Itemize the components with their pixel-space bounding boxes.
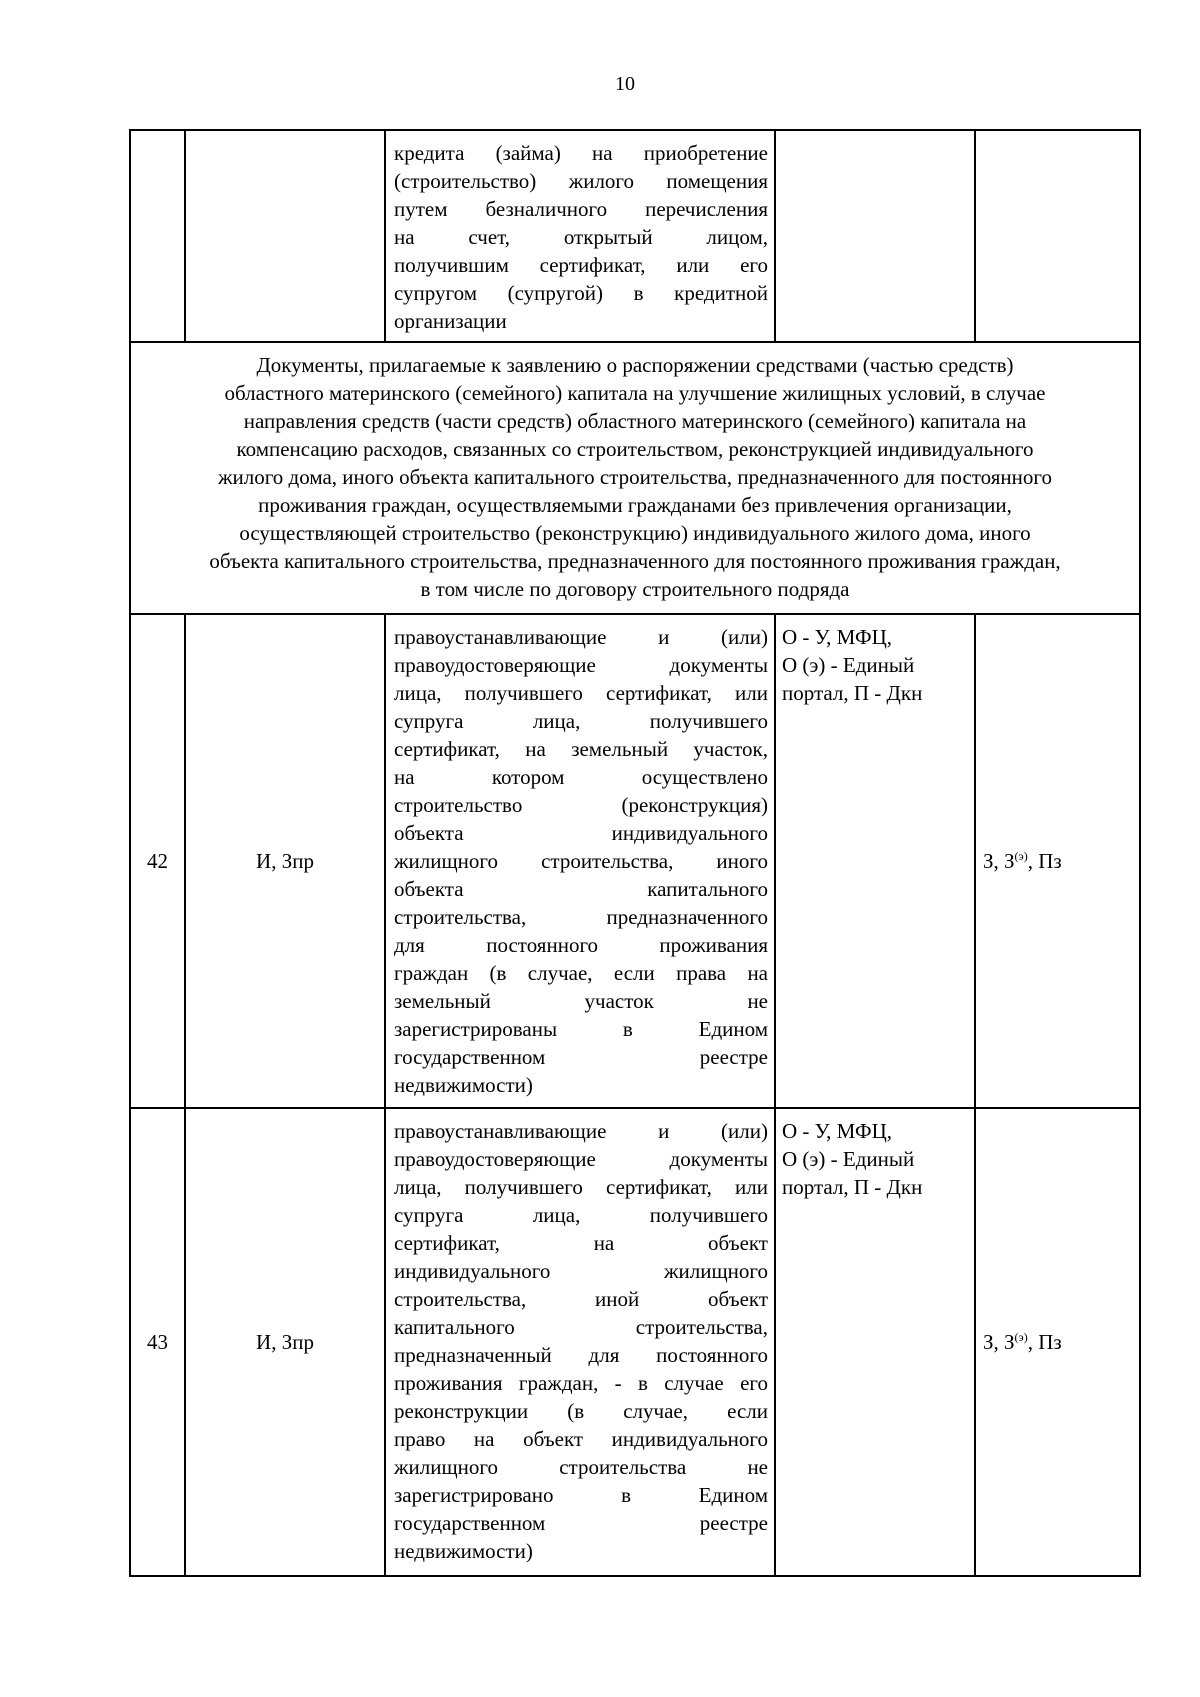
description-line: получившим сертификат, или его: [394, 253, 768, 277]
result-prefix: З, З: [983, 849, 1015, 873]
description-line: право на объект индивидуального: [394, 1427, 768, 1451]
description-line: правоудостоверяющие документы: [394, 1147, 768, 1171]
description-line: (строительство) жилого помещения: [394, 169, 768, 193]
description-line: реконструкции (в случае, если: [394, 1399, 768, 1423]
row-number: 43: [130, 1108, 185, 1576]
description-line: кредита (займа) на приобретение: [394, 141, 768, 165]
section-header-line: областного материнского (семейного) капитала на улучшение жилищных условий, в случае: [224, 381, 1046, 405]
description-line: правоудостоверяющие документы: [394, 653, 768, 677]
description-line: супруга лица, получившего: [394, 1203, 768, 1227]
description-line: супруга лица, получившего: [394, 709, 768, 733]
description-line: проживания граждан, - в случае его: [394, 1371, 768, 1395]
description-line: зарегистрировано в Едином: [394, 1483, 768, 1507]
table-row: [130, 1108, 1140, 1576]
table-row: [130, 614, 1140, 1108]
description-line: строительства, предназначенного: [394, 905, 768, 929]
description-line: путем безналичного перечисления: [394, 197, 768, 221]
section-header-line: Документы, прилагаемые к заявлению о распоряжении средствами (частью средств): [256, 353, 1014, 377]
description-line: зарегистрированы в Едином: [394, 1017, 768, 1041]
result-cell: [975, 130, 1140, 342]
description-line: государственном реестре: [394, 1511, 768, 1535]
description-line: правоустанавливающие и (или): [394, 1119, 768, 1143]
row-number: 42: [130, 614, 185, 1108]
code-cell: [185, 130, 385, 342]
section-header-line: жилого дома, иного объекта капитального строительства, предназначенного для постоянного: [217, 465, 1052, 489]
description-line: объекта капитального: [394, 877, 768, 901]
description-cell: [385, 130, 775, 342]
description-cell: [385, 614, 775, 1108]
source-cell: [775, 130, 975, 342]
description-line: сертификат, на объект: [394, 1231, 768, 1255]
section-header-line: проживания граждан, осуществляемыми гражданами без привлечения организации,: [258, 493, 1012, 517]
source-cell: [775, 614, 975, 1108]
description-line: правоустанавливающие и (или): [394, 625, 768, 649]
description-line: на счет, открытый лицом,: [394, 225, 768, 249]
documents-table: [129, 129, 1141, 1577]
source-line: О - У, МФЦ,: [782, 625, 893, 649]
description-line: сертификат, на земельный участок,: [394, 737, 768, 761]
description-line: лица, получившего сертификат, или: [394, 1175, 768, 1199]
result-suffix: , Пз: [1027, 1330, 1062, 1354]
row-code: И, Зпр: [185, 614, 385, 1108]
description-line: супругом (супругой) в кредитной: [394, 281, 768, 305]
table-row-continuation: [130, 130, 1140, 342]
description-line: строительства, иной объект: [394, 1287, 768, 1311]
description-line: на котором осуществлено: [394, 765, 768, 789]
description-line: организации: [394, 309, 507, 333]
source-line: портал, П - Дкн: [782, 1175, 923, 1199]
source-cell: [775, 1108, 975, 1576]
number-cell: [130, 130, 185, 342]
source-line: О - У, МФЦ,: [782, 1119, 893, 1143]
description-line: недвижимости): [394, 1539, 533, 1563]
result-cell: [975, 1108, 1140, 1576]
section-header-line: в том числе по договору строительного подряда: [420, 577, 850, 601]
section-header: [130, 342, 1140, 614]
source-line: О (э) - Единый: [782, 653, 915, 677]
description-line: предназначенный для постоянного: [394, 1343, 768, 1367]
description-line: лица, получившего сертификат, или: [394, 681, 768, 705]
description-line: граждан (в случае, если права на: [394, 961, 768, 985]
source-line: О (э) - Единый: [782, 1147, 915, 1171]
description-line: недвижимости): [394, 1073, 533, 1097]
description-line: индивидуального жилищного: [394, 1259, 768, 1283]
description-line: для постоянного проживания: [394, 933, 768, 957]
section-header-row: [130, 342, 1140, 614]
description-line: государственном реестре: [394, 1045, 768, 1069]
description-line: капитального строительства,: [394, 1315, 768, 1339]
page-number: 10: [615, 73, 635, 95]
section-header-line: осуществляющей строительство (реконструкцию) индивидуального жилого дома, иного: [239, 521, 1031, 545]
result-prefix: З, З: [983, 1330, 1015, 1354]
description-line: жилищного строительства, иного: [394, 849, 768, 873]
row-code: И, Зпр: [185, 1108, 385, 1576]
description-line: земельный участок не: [394, 989, 768, 1013]
result-superscript: (э): [1014, 849, 1028, 863]
description-line: объекта индивидуального: [394, 821, 768, 845]
description-cell: [385, 1108, 775, 1576]
section-header-line: объекта капитального строительства, предназначенного для постоянного проживания граждан,: [209, 549, 1061, 573]
result-cell: [975, 614, 1140, 1108]
section-header-line: компенсацию расходов, связанных со строительством, реконструкцией индивидуального: [236, 437, 1034, 461]
source-line: портал, П - Дкн: [782, 681, 923, 705]
section-header-line: направления средств (части средств) областного материнского (семейного) капитала на: [243, 409, 1027, 433]
result-superscript: (э): [1014, 1330, 1028, 1344]
description-line: строительство (реконструкция): [394, 793, 768, 817]
result-suffix: , Пз: [1027, 849, 1062, 873]
description-line: жилищного строительства не: [394, 1455, 768, 1479]
